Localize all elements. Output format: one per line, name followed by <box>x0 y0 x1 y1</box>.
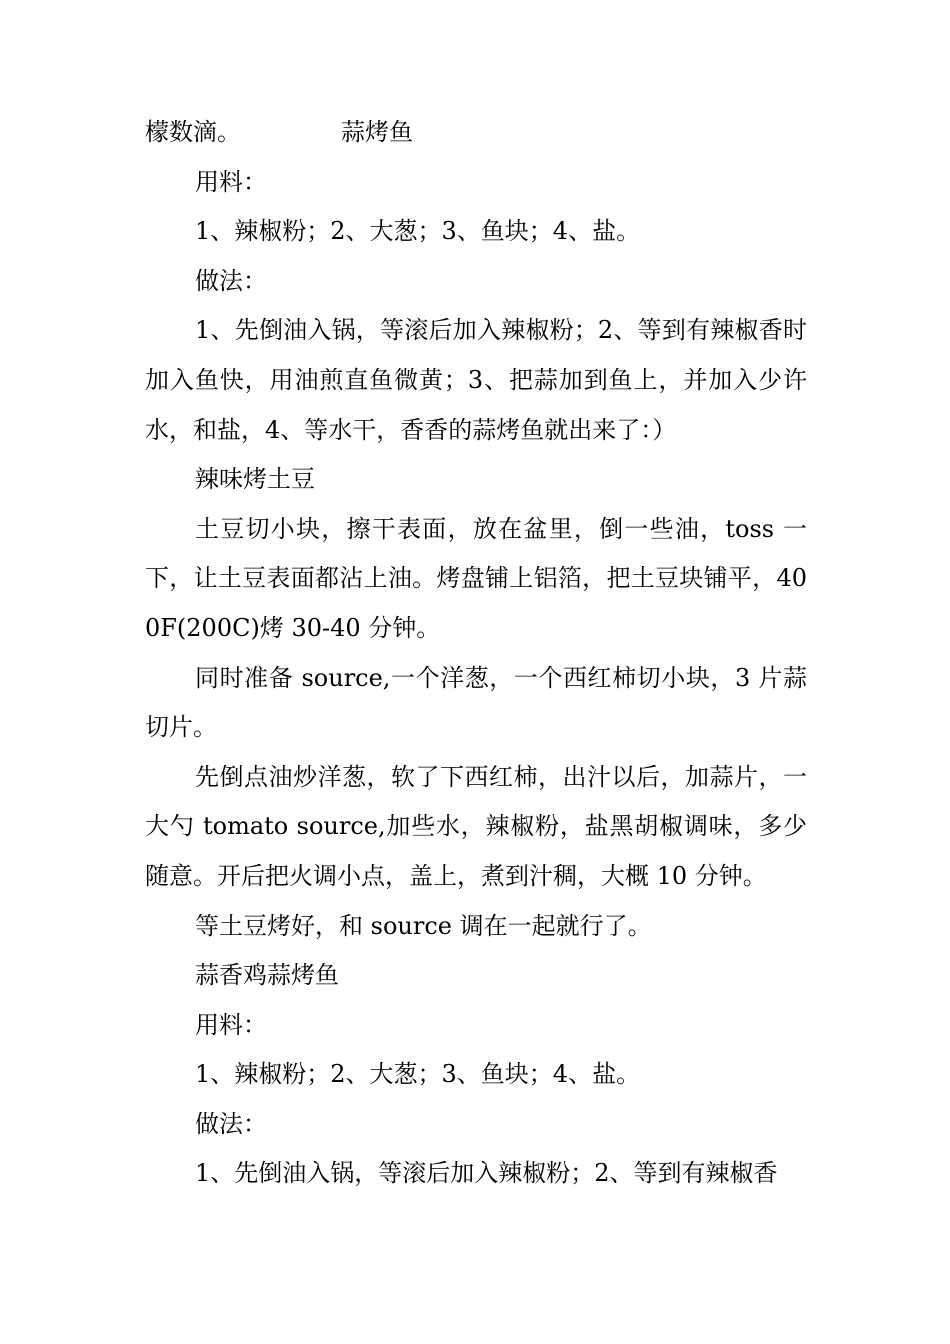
recipe-title-garlic-chicken-fish: 蒜香鸡蒜烤鱼 <box>195 961 339 990</box>
method-label: 做法： <box>195 266 267 295</box>
recipe-title-spicy-potato: 辣味烤土豆 <box>195 465 315 494</box>
potato-step-2: 同时准备 source,一个洋葱，一个西红柿切小块，3 片蒜切片。 <box>145 663 807 742</box>
method-steps-2: 1、先倒油入锅，等滚后加入辣椒粉；2、等到有辣椒香 <box>195 1159 778 1188</box>
recipe-title-garlic-fish: 蒜烤鱼 <box>341 118 413 146</box>
ingredients-list-2: 1、辣椒粉；2、大葱；3、鱼块；4、盐。 <box>195 1060 641 1089</box>
method-steps: 1、先倒油入锅，等滚后加入辣椒粉；2、等到有辣椒香时加入鱼快，用油煎直鱼微黄；3、把蒜加到鱼上，并加入少许水，和盐，4、等水干，香香的蒜烤鱼就出来了：） <box>145 316 807 444</box>
potato-step-1: 土豆切小块，擦干表面，放在盆里，倒一些油，toss 一下，让土豆表面都沾上油。烤盘铺上铝箔，把土豆块铺平，400F(200C)烤 30-40 分钟。 <box>145 514 807 642</box>
first-line-lead: 檬数滴。 <box>145 118 241 146</box>
document-body <box>145 108 807 1199</box>
ingredients-list: 1、辣椒粉；2、大葱；3、鱼块；4、盐。 <box>195 217 641 246</box>
method-label-2: 做法： <box>195 1109 267 1138</box>
potato-step-3: 先倒点油炒洋葱，软了下西红柿，出汁以后，加蒜片，一大勺 tomato source,加些水，辣椒粉，盐黑胡椒调味，多少随意。开后把火调小点，盖上，煮到汁稠，大概 10 分钟。 <box>145 762 807 890</box>
first-line <box>145 108 807 158</box>
ingredients-label-2: 用料： <box>195 1010 267 1039</box>
ingredients-label: 用料： <box>195 167 267 196</box>
potato-step-4: 等土豆烤好，和 source 调在一起就行了。 <box>195 911 652 940</box>
